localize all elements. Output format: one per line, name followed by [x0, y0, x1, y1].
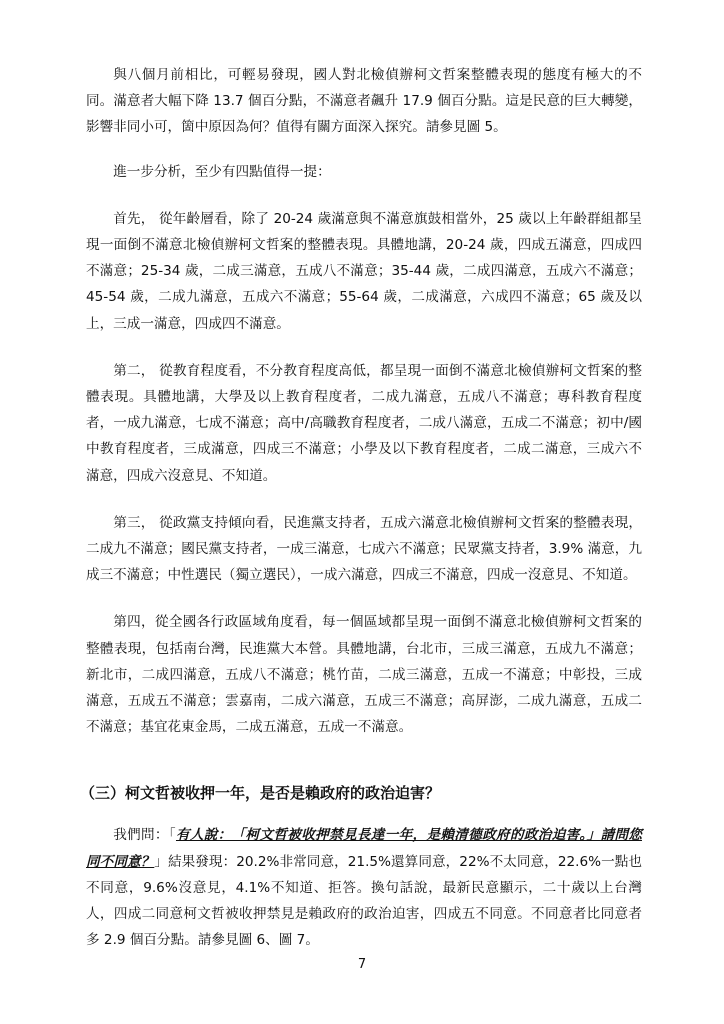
- paragraph-survey-result: [86, 822, 642, 953]
- paragraph-education-analysis: 第二， 從教育程度看，不分教育程度高低，都呈現一面倒不滿意北檢偵辦柯文哲案的整體表現。具體地講，大學及以上教育程度者，二成九滿意，五成八不滿意；專科教育程度者，一成九滿意，七成不滿意；高中/高職教育程度者，二成八滿意，五成二不滿意；初中/國中教育程度者，三成滿意，四成三不滿意；小學及以下教育程度者，二成二滿意，三成六不滿意，四成六沒意見、不知道。: [86, 362, 642, 484]
- document-body: [80, 62, 643, 953]
- question-intro: 我們問：「: [113, 827, 176, 844]
- paragraph-age-analysis: 首先， 從年齡層看，除了 20-24 歲滿意與不滿意旗鼓相當外，25 歲以上年齡群組都呈現一面倒不滿意北檢偵辦柯文哲案的整體表現。具體地講，20-24 歲，四成五滿意，四成四不滿意；25-34 歲，二成三滿意，五成八不滿意；35-44 歲，二成四滿意，五成六不滿意；45-54 歲，二成九滿意，五成六不滿意；55-64 歲，二成滿意，六成四不滿意；65 歲及以上，三成一滿意，四成四不滿意。: [86, 210, 642, 332]
- paragraph-comparison: 與八個月前相比，可輕易發現，國人對北檢偵辦柯文哲案整體表現的態度有極大的不同。滿意者大幅下降 13.7 個百分點，不滿意者飆升 17.9 個百分點。這是民意的巨大轉變，影響非同小可，箇中原因為何？值得有關方面深入探究。請參見圖 5。: [86, 67, 642, 136]
- page-number: 7: [357, 957, 367, 972]
- paragraph-region-analysis: 第四，從全國各行政區域角度看，每一個區域都呈現一面倒不滿意北檢偵辦柯文哲案的整體表現，包括南台灣，民進黨大本營。具體地講，台北市，三成三滿意，五成九不滿意；新北市，二成四滿意，五成八不滿意；桃竹苗，二成三滿意，五成一不滿意；中彰投，三成滿意，五成五不滿意；雲嘉南，二成六滿意，五成三不滿意；高屏澎，二成九滿意，五成二不滿意；基宜花東金馬，二成五滿意，五成一不滿意。: [86, 614, 642, 736]
- survey-question: 有人說：「柯文哲被收押禁見長達一年，是賴清德政府的政治迫害。」請問您同不同意？: [86, 827, 642, 870]
- result-text: 」結果發現：20.2%非常同意，21.5%還算同意，22%不太同意，22.6%一點也不同意，9.6%沒意見，4.1%不知道、拒答。換句話說，最新民意顯示，二十歲以上台灣人，四成二同意柯文哲被收押禁見是賴政府的政治迫害，四成五不同意。不同意者比同意者多 2.9 個百分點。請參見圖 6、圖 7。: [86, 853, 643, 949]
- paragraph-further-analysis: 進一步分析，至少有四點值得一提：: [113, 163, 331, 180]
- section-heading: （三）柯文哲被收押一年，是否是賴政府的政治迫害？: [80, 784, 441, 803]
- paragraph-party-analysis: 第三， 從政黨支持傾向看，民進黨支持者，五成六滿意北檢偵辦柯文哲案的整體表現，二成九不滿意；國民黨支持者，一成三滿意，七成六不滿意；民眾黨支持者，3.9% 滿意，九成三不滿意；中性選民（獨立選民），一成六滿意，四成三不滿意，四成一沒意見、不知道。: [86, 514, 642, 584]
